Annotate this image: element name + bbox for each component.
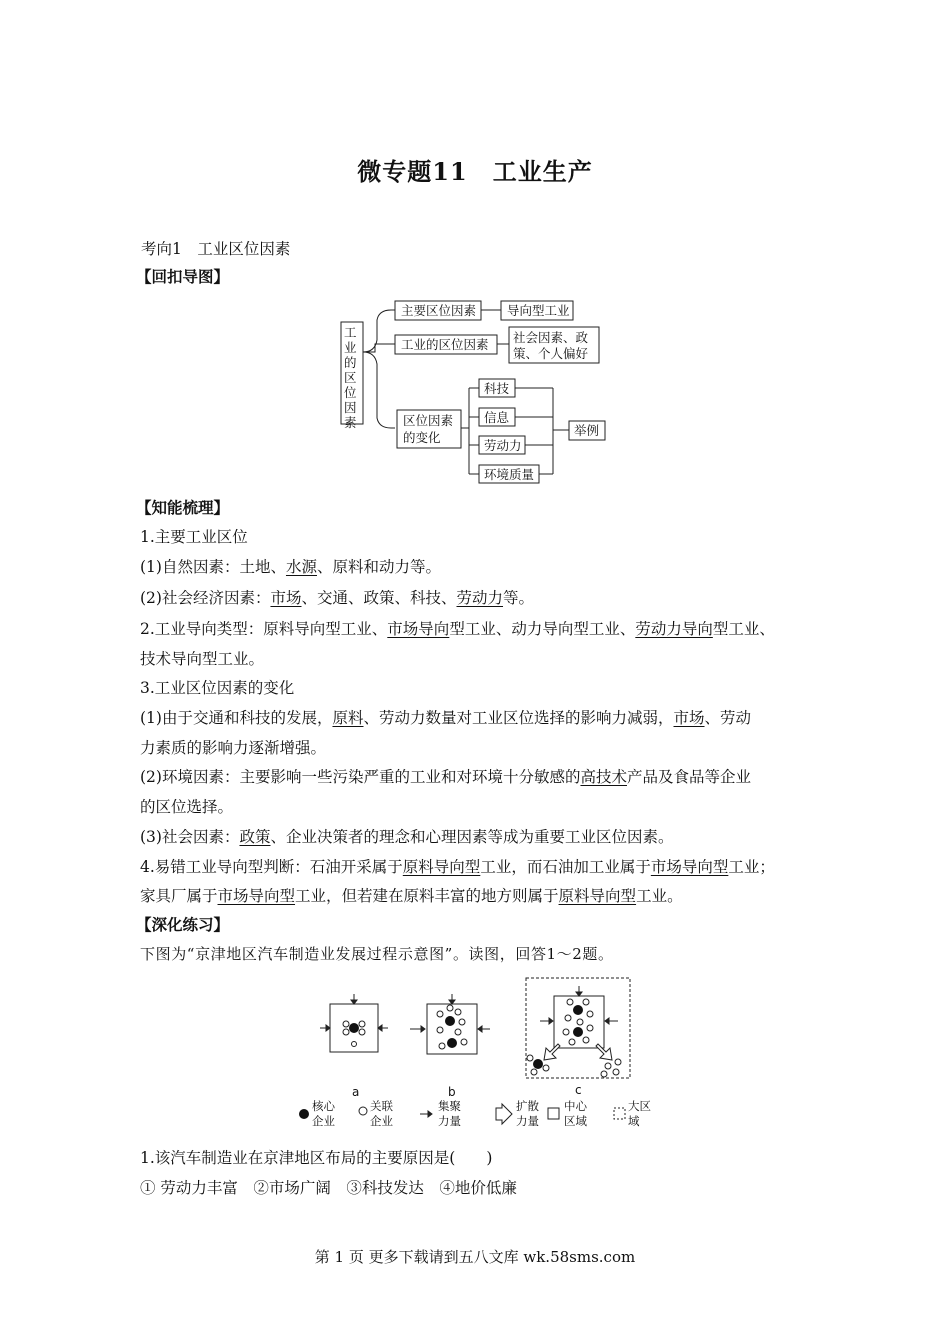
mindmap-branch1: 主要区位因素 (401, 303, 477, 318)
knowledge-p4: 4.易错工业导向型判断：石油开采属于原料导向型工业，而石油加工业属于市场导向型工业； (140, 858, 775, 876)
knowledge-p3a-line2: 力素质的影响力逐渐增强。 (140, 739, 327, 757)
mindmap-branch2-child-l2: 策、个人偏好 (513, 346, 589, 361)
mindmap-diagram (335, 292, 615, 488)
knowledge-p3: 3.工业区位因素的变化 (140, 679, 295, 697)
knowledge-p3c: (3)社会因素：政策、企业决策者的理念和心理因素等成为重要工业区位因素。 (140, 828, 674, 846)
legend-core-icon (299, 1109, 309, 1119)
knowledge-label: 【知能梳理】 (136, 498, 230, 517)
legend-diffuse-icon (496, 1104, 512, 1124)
mindmap-branch3-l1: 区位因素 (403, 413, 454, 428)
legend-related-icon (359, 1107, 367, 1115)
legend-core-l2: 企业 (312, 1114, 335, 1128)
mindmap-branch2: 工业的区位因素 (401, 337, 489, 352)
question-1-options: ① 劳动力丰富 ②市场广阔 ③科技发达 ④地价低廉 (140, 1179, 517, 1197)
section-heading: 考向1 工业区位因素 (141, 240, 291, 258)
legend-region-l1: 大区 (628, 1099, 651, 1113)
industry-development-figure (290, 974, 670, 1134)
legend-diffuse-l2: 力量 (516, 1114, 539, 1128)
legend-agglom-icon (428, 1111, 432, 1117)
mindmap-root-c6: 因 (344, 400, 357, 415)
practice-label: 【深化练习】 (136, 915, 230, 934)
mindmap-root-c2: 业 (344, 340, 357, 355)
mindmap-root-c4: 区 (344, 370, 357, 385)
mindmap-sub3: 劳动力 (484, 438, 522, 453)
mindmap-branch2-child-l1: 社会因素、政 (513, 330, 589, 345)
mindmap-root-c3: 的 (344, 355, 357, 370)
mindmap-sub1: 科技 (484, 381, 510, 396)
legend-related-l1: 关联 (370, 1099, 393, 1113)
knowledge-p4-line2: 家具厂属于市场导向型工业，但若建在原料丰富的地方则属于原料导向型工业。 (140, 887, 683, 905)
knowledge-p1a: (1)自然因素：土地、水源、原料和动力等。 (140, 558, 441, 576)
legend-diffuse-l1: 扩散 (516, 1099, 539, 1113)
knowledge-p3b: (2)环境因素：主要影响一些污染严重的工业和对环境十分敏感的高技术产品及食品等企业 (140, 768, 751, 786)
practice-intro: 下图为“京津地区汽车制造业发展过程示意图”。读图，回答1～2题。 (140, 945, 614, 963)
mindmap-sub2: 信息 (484, 410, 510, 425)
panel-c-label: c (575, 1083, 582, 1097)
mindmap-branch1-child: 导向型工业 (507, 303, 570, 318)
knowledge-p2: 2.工业导向类型：原料导向型工业、市场导向型工业、动力导向型工业、劳动力导向型工业、 (140, 620, 775, 638)
mindmap-root-c7: 素 (344, 415, 357, 430)
mindmap-root-c1: 工 (344, 325, 357, 340)
legend-agglom-l1: 集聚 (438, 1099, 461, 1113)
mindmap-branch3-l2: 的变化 (403, 430, 441, 445)
mindmap-example: 举例 (574, 423, 600, 438)
knowledge-p2-line2: 技术导向型工业。 (140, 650, 265, 668)
legend-related-l2: 企业 (370, 1114, 393, 1128)
knowledge-p1b: (2)社会经济因素：市场、交通、政策、科技、劳动力等。 (140, 589, 535, 607)
mindmap-sub4: 环境质量 (484, 467, 535, 482)
legend-agglom-l2: 力量 (438, 1114, 461, 1128)
legend-center-l1: 中心 (564, 1099, 587, 1113)
mindmap-root-c5: 位 (344, 385, 357, 400)
legend-center-icon (548, 1108, 559, 1119)
knowledge-p1: 1.主要工业区位 (140, 528, 248, 546)
map-label: 【回扣导图】 (136, 267, 230, 286)
knowledge-p3a: (1)由于交通和科技的发展，原料、劳动力数量对工业区位选择的影响力减弱，市场、劳动 (140, 709, 752, 727)
panel-a-label: a (352, 1085, 360, 1099)
page-title: 微专题11 工业生产 (357, 157, 593, 186)
knowledge-p3b-line2: 的区位选择。 (140, 798, 234, 816)
legend-core-l1: 核心 (312, 1099, 335, 1113)
page-footer: 第 1 页 更多下载请到五八文库 wk.58sms.com (314, 1248, 636, 1266)
question-1: 1.该汽车制造业在京津地区布局的主要原因是( ) (140, 1149, 493, 1167)
legend-center-l2: 区域 (564, 1114, 587, 1128)
legend-region-icon (614, 1108, 625, 1119)
panel-b-label: b (448, 1085, 456, 1099)
legend-region-l2: 域 (628, 1114, 640, 1128)
